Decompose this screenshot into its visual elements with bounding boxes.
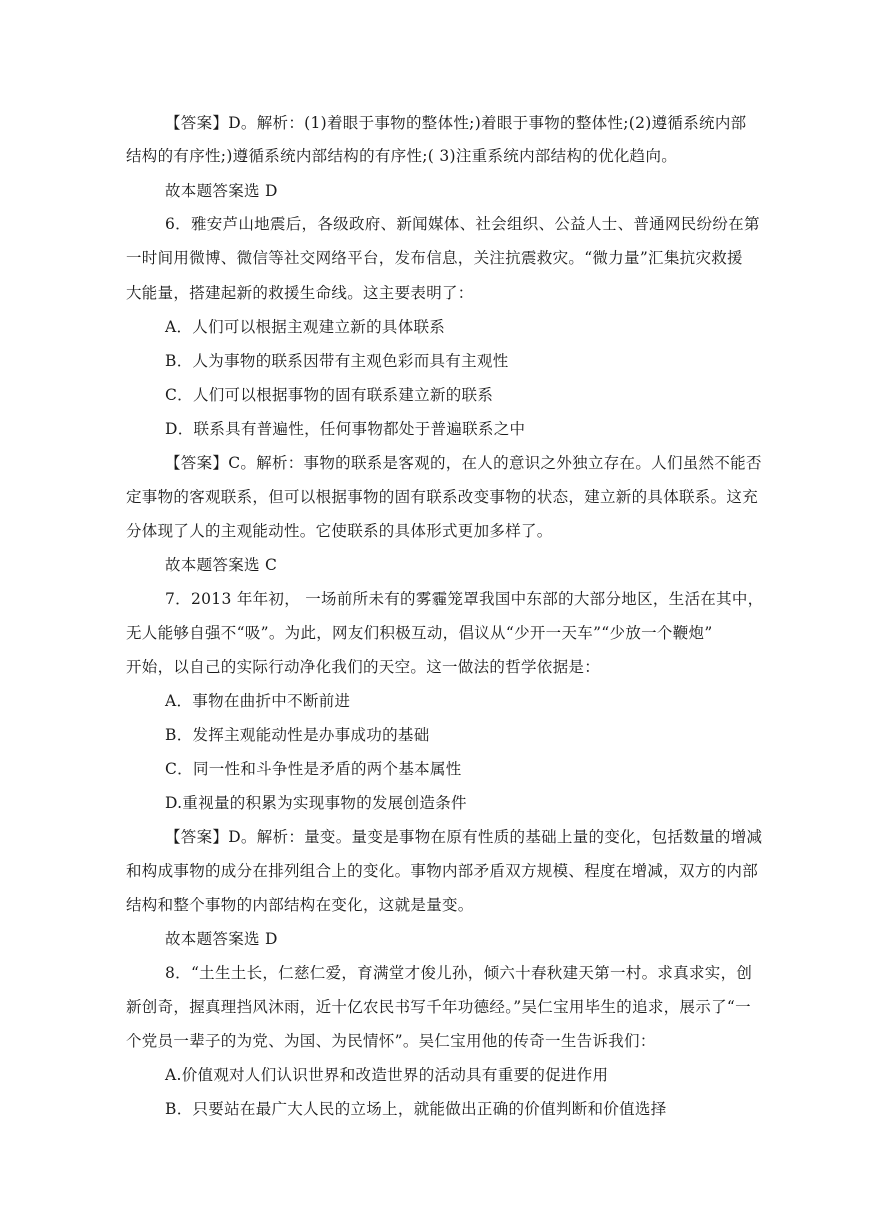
answer-6-conclusion: 故本题答案选 C <box>165 556 278 574</box>
question-7-option-d: D.重视量的积累为实现事物的发展创造条件 <box>165 794 467 812</box>
question-8-line-1: 8．“土生土长，仁慈仁爱，育满堂才俊儿孙，倾六十春秋建天第一村。求真求实，创 <box>165 964 753 982</box>
answer-7-line-3: 结构和整个事物的内部结构在变化，这就是量变。 <box>126 896 474 914</box>
question-6-line-2: 一时间用微博、微信等社交网络平台，发布信息，关注抗震救灾。“微力量”汇集抗灾救援 <box>126 249 743 267</box>
answer-7-conclusion: 故本题答案选 D <box>165 930 278 948</box>
question-6-option-b: B．人为事物的联系因带有主观色彩而具有主观性 <box>165 352 509 370</box>
answer-5-line-1: 【答案】D。解析：(1)着眼于事物的整体性;)着眼于事物的整体性;(2)遵循系统内部 <box>165 114 747 132</box>
question-6-line-1: 6．雅安芦山地震后，各级政府、新闻媒体、社会组织、公益人士、普通网民纷纷在第 <box>165 215 760 233</box>
question-7-option-a: A．事物在曲折中不断前进 <box>165 692 351 710</box>
question-7-option-b: B．发挥主观能动性是办事成功的基础 <box>165 726 430 744</box>
question-6-option-a: A．人们可以根据主观建立新的具体联系 <box>165 318 446 336</box>
question-8-line-2: 新创奇，握真理挡风沐雨，近十亿农民书写千年功德经。”吴仁宝用毕生的追求，展示了“一 <box>126 998 751 1016</box>
question-6-line-3: 大能量，搭建起新的救援生命线。这主要表明了： <box>126 284 474 302</box>
answer-7-line-2: 和构成事物的成分在排列组合上的变化。事物内部矛盾双方规模、程度在增减，双方的内部 <box>126 862 759 880</box>
answer-5-conclusion: 故本题答案选 D <box>165 182 278 200</box>
answer-6-line-1: 【答案】C。解析：事物的联系是客观的，在人的意识之外独立存在。人们虽然不能否 <box>165 454 762 472</box>
answer-5-line-2: 结构的有序性;)遵循系统内部结构的有序性;( 3)注重系统内部结构的优化趋向。 <box>126 147 678 165</box>
question-7-line-3: 开始，以自己的实际行动净化我们的天空。这一做法的哲学依据是： <box>126 658 601 676</box>
answer-6-line-3: 分体现了人的主观能动性。它使联系的具体形式更加多样了。 <box>126 522 553 540</box>
question-7-option-c: C．同一性和斗争性是矛盾的两个基本属性 <box>165 760 462 778</box>
question-6-option-c: C．人们可以根据事物的固有联系建立新的联系 <box>165 386 494 404</box>
question-8-option-b: B．只要站在最广大人民的立场上，就能做出正确的价值判断和价值选择 <box>165 1100 667 1118</box>
question-8-line-3: 个党员一辈子的为党、为国、为民情怀”。吴仁宝用他的传奇一生告诉我们： <box>126 1032 656 1050</box>
question-7-line-1: 7．2013 年年初， 一场前所未有的雾霾笼罩我国中东部的大部分地区，生活在其中， <box>165 590 764 608</box>
answer-6-line-2: 定事物的客观联系，但可以根据事物的固有联系改变事物的状态，建立新的具体联系。这充 <box>126 488 759 506</box>
answer-7-line-1: 【答案】D。解析：量变。量变是事物在原有性质的基础上量的变化，包括数量的增减 <box>165 828 763 846</box>
question-8-option-a: A.价值观对人们认识世界和改造世界的活动具有重要的促进作用 <box>165 1066 609 1084</box>
question-6-option-d: D．联系具有普遍性，任何事物都处于普遍联系之中 <box>165 420 526 438</box>
question-7-line-2: 无人能够自强不“吸”。为此，网友们积极互动，倡议从“少开一天车”“少放一个鞭炮” <box>126 624 713 642</box>
